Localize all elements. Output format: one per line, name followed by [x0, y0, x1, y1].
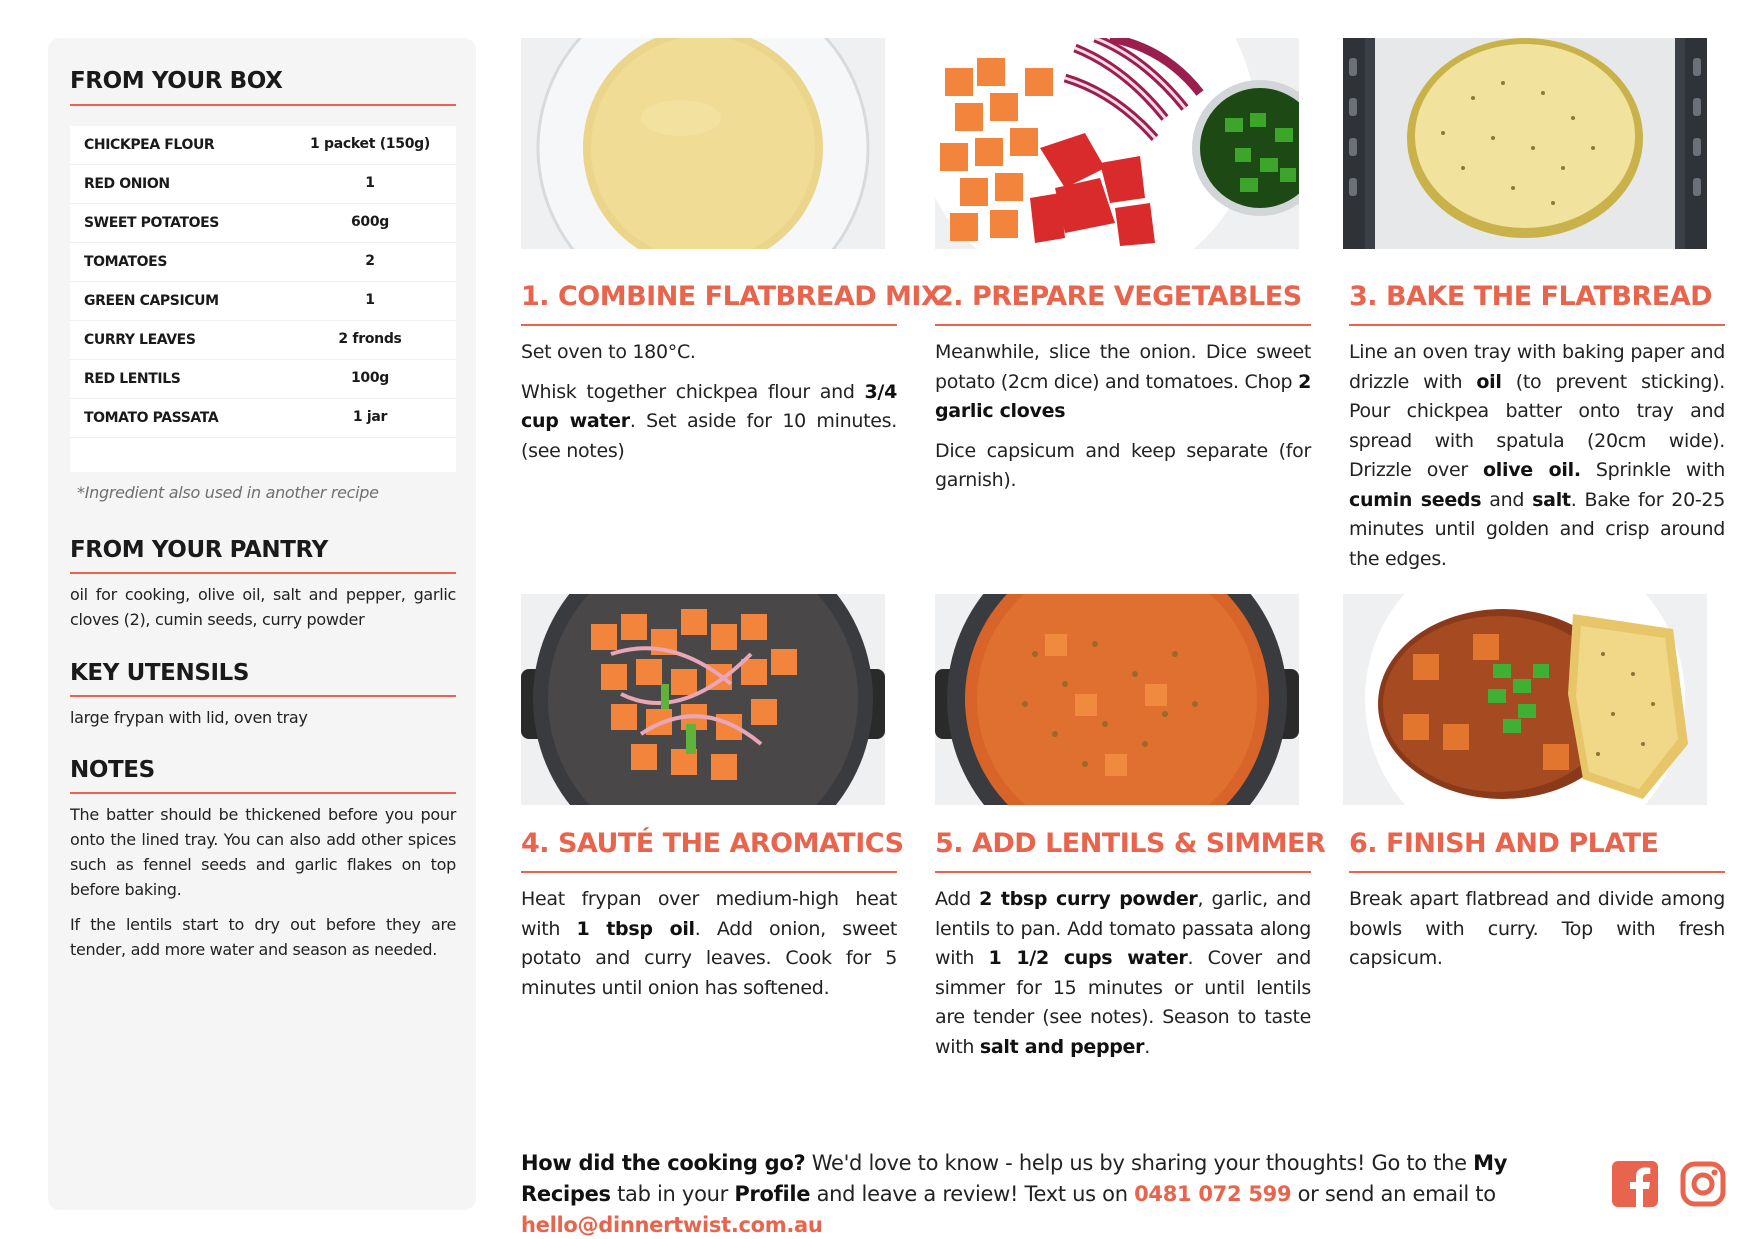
- ingredient-qty: 2: [365, 253, 375, 269]
- ingredient-footnote: *Ingredient also used in another recipe: [77, 483, 379, 502]
- ingredient-row: [70, 321, 456, 360]
- step-2-title: 2. PREPARE VEGETABLES: [935, 281, 1302, 312]
- step-3-rule: [1349, 324, 1725, 326]
- step-paragraph: Add 2 tbsp curry powder, garlic, and lentils to pan. Add tomato passata along with 1 1/2 cups water. Cover and simmer for 15 minutes or until lentils are tender (see notes). Season to taste with salt and pepper.: [935, 888, 1311, 1058]
- pantry-heading: FROM YOUR PANTRY: [70, 537, 328, 563]
- feedback-message: How did the cooking go? We'd love to know - help us by sharing your thoughts! Go to the My Recipes tab in your Profile and leave a review! Text us on 0481 072 599 or send an email to hello@dinnertwist.com.au: [521, 1151, 1508, 1237]
- facebook-icon: [1612, 1161, 1658, 1207]
- ingredient-qty: 1 jar: [352, 409, 388, 425]
- step-paragraph: Heat frypan over medium-high heat with 1 tbsp oil. Add onion, sweet potato and curry leaves. Cook for 5 minutes until onion has softened.: [521, 888, 898, 999]
- ingredient-name: RED LENTILS: [84, 371, 181, 387]
- utensils-heading: KEY UTENSILS: [70, 660, 250, 686]
- ingredient-row: [70, 204, 456, 243]
- facebook-link[interactable]: [1612, 1161, 1658, 1207]
- instagram-link[interactable]: [1680, 1161, 1726, 1207]
- notes-text: [70, 802, 456, 962]
- ingredient-name: GREEN CAPSICUM: [84, 293, 219, 309]
- step-paragraph: Break apart flatbread and divide among bowls with curry. Top with fresh capsicum.: [1349, 888, 1725, 969]
- pantry-text: oil for cooking, olive oil, salt and pepper, garlic cloves (2), cumin seeds, curry powder: [70, 585, 456, 629]
- ingredient-name: TOMATOES: [84, 254, 168, 270]
- contact-link[interactable]: hello@dinnertwist.com.au: [521, 1213, 823, 1237]
- step-paragraph: Whisk together chickpea flour and 3/4 cup water. Set aside for 10 minutes. (see notes): [521, 380, 897, 462]
- step-paragraph: Meanwhile, slice the onion. Dice sweet potato (2cm dice) and tomatoes. Chop 2 garlic cloves: [935, 341, 1311, 422]
- ingredients-sidebar: [48, 38, 476, 1210]
- step-paragraph: Line an oven tray with baking paper and drizzle with oil (to prevent sticking). Pour chickpea batter onto tray and spread with spatula (20cm wide). Drizzle over olive oil. Sprinkle with cumin seeds and salt. Bake for 20-25 minutes until golden and crisp around the edges.: [1349, 341, 1726, 570]
- step-paragraph: Dice capsicum and keep separate (for garnish).: [935, 439, 1311, 491]
- ingredient-qty: 1 packet (150g): [310, 136, 430, 152]
- note-paragraph: If the lentils start to dry out before they are tender, add more water and season as needed.: [70, 915, 456, 959]
- step-6-title: 6. FINISH AND PLATE: [1349, 828, 1659, 859]
- step-5-rule: [935, 871, 1311, 873]
- step-4-body: [521, 885, 897, 1003]
- step-4-title: 4. SAUTÉ THE AROMATICS: [521, 828, 904, 859]
- ingredient-name: SWEET POTATOES: [84, 215, 219, 231]
- step-5-photo: [935, 594, 1299, 805]
- ingredient-qty: 600g: [350, 214, 390, 230]
- ingredient-qty: 1: [365, 175, 375, 191]
- ingredient-name: CHICKPEA FLOUR: [84, 137, 215, 153]
- ingredient-qty: 2 fronds: [338, 331, 402, 347]
- step-3-title: 3. BAKE THE FLATBREAD: [1349, 281, 1713, 312]
- box-heading: FROM YOUR BOX: [70, 68, 283, 94]
- step-2-rule: [935, 324, 1311, 326]
- step-6-photo: [1343, 594, 1707, 805]
- step-2-photo: [935, 38, 1299, 249]
- ingredient-row: [70, 126, 456, 165]
- step-2-body: [935, 338, 1311, 496]
- ingredient-row: [70, 360, 456, 399]
- instagram-icon: [1680, 1161, 1726, 1207]
- ingredient-row: [70, 399, 456, 438]
- step-3-photo: [1343, 38, 1707, 249]
- ingredient-name: RED ONION: [84, 176, 170, 192]
- step-6-rule: [1349, 871, 1725, 873]
- step-5-title: 5. ADD LENTILS & SIMMER: [935, 828, 1326, 859]
- ingredient-name: TOMATO PASSATA: [84, 410, 219, 426]
- contact-link[interactable]: 0481 072 599: [1134, 1182, 1292, 1206]
- step-4-photo: [521, 594, 885, 805]
- notes-heading-rule: [70, 792, 456, 794]
- ingredient-row: [70, 165, 456, 204]
- utensils-heading-rule: [70, 695, 456, 697]
- step-1-photo: [521, 38, 885, 249]
- step-paragraph: Set oven to 180°C.: [521, 341, 696, 363]
- step-5-body: [935, 885, 1311, 1062]
- note-paragraph: The batter should be thickened before you pour onto the lined tray. You can also add other spices such as fennel seeds and garlic flakes on top before baking.: [70, 805, 456, 899]
- step-1-body: [521, 338, 897, 466]
- notes-heading: NOTES: [70, 757, 155, 783]
- utensils-text: large frypan with lid, oven tray: [70, 708, 308, 727]
- ingredient-row: [70, 282, 456, 321]
- step-4-rule: [521, 871, 897, 873]
- ingredient-qty: 1: [365, 292, 375, 308]
- step-1-title: 1. COMBINE FLATBREAD MIX: [521, 281, 942, 312]
- ingredient-row: [70, 243, 456, 282]
- box-heading-rule: [70, 104, 456, 106]
- ingredient-table: [70, 126, 456, 472]
- pantry-heading-rule: [70, 572, 456, 574]
- step-1-rule: [521, 324, 897, 326]
- ingredient-name: CURRY LEAVES: [84, 332, 196, 348]
- ingredient-qty: 100g: [350, 370, 390, 386]
- step-6-body: [1349, 885, 1725, 974]
- step-3-body: [1349, 338, 1725, 574]
